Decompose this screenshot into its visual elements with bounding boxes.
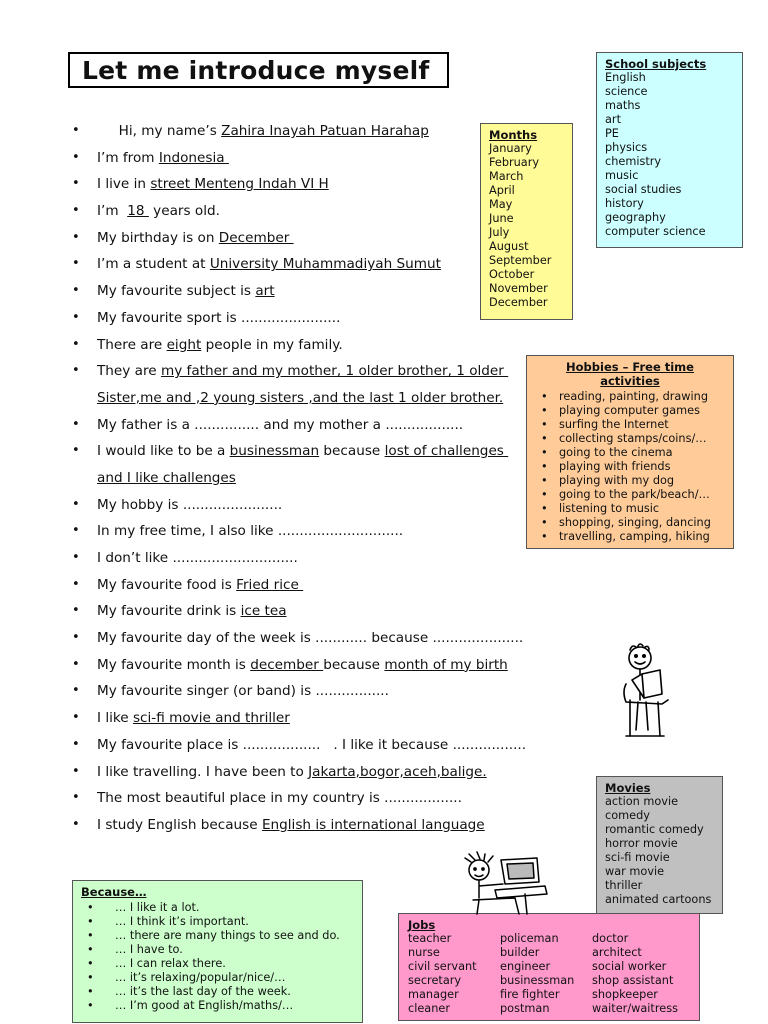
hobby-item: • surfing the Internet <box>535 418 725 432</box>
line-text: I don’t like ............................. <box>97 550 298 566</box>
page-title: Let me introduce myself <box>82 55 430 85</box>
subject-item: history <box>605 197 644 210</box>
job-item: engineer <box>500 960 551 973</box>
line-text: I like travelling. I have been to <box>97 763 309 780</box>
intro-line <box>72 652 612 679</box>
job-item: waiter/waitress <box>592 1002 678 1015</box>
movies-list <box>605 795 714 907</box>
movies-box <box>596 776 723 914</box>
line-text: They are <box>97 363 161 380</box>
bullet-icon: • <box>72 683 80 699</box>
job-item: teacher <box>408 932 452 945</box>
bullet-icon: • <box>72 790 80 806</box>
line-text: My favourite subject is <box>97 283 256 300</box>
hobby-item: • listening to music <box>535 502 725 516</box>
hobbies-box <box>526 355 734 549</box>
hobby-item: • reading, painting, drawing <box>535 390 725 404</box>
because-item: • … I like it a lot. <box>81 901 354 915</box>
bullet-icon: • <box>72 256 80 272</box>
intro-line <box>72 705 612 732</box>
movies-heading: Movies <box>605 781 651 795</box>
movie-item: sci-fi movie <box>605 851 670 864</box>
filled-answer: businessman <box>229 443 320 460</box>
filled-answer: English is international language <box>261 816 485 833</box>
months-list <box>489 142 564 310</box>
bullet-icon: • <box>72 763 80 779</box>
bullet-icon: • <box>72 736 80 752</box>
month-item: March <box>489 170 524 183</box>
bullet-icon: • <box>72 363 80 379</box>
filled-answer: Sister,me and ,2 young sisters ,and the last 1 older brother. <box>97 389 504 406</box>
job-item: doctor <box>592 932 629 945</box>
line-text: years old. <box>148 203 220 220</box>
movie-item: comedy <box>605 809 650 822</box>
movie-item: war movie <box>605 865 665 878</box>
jobs-box <box>398 913 700 1021</box>
line-text: My favourite food is <box>97 576 237 593</box>
bullet-icon: • <box>72 416 80 432</box>
line-text: My hobby is ....................... <box>97 496 283 513</box>
job-item: postman <box>500 1002 550 1015</box>
line-text: because <box>323 656 385 673</box>
because-item: • … it’s relaxing/popular/nice/… <box>81 971 354 985</box>
bullet-icon: • <box>72 176 80 192</box>
line-text: I’m from <box>97 149 159 166</box>
subject-item: science <box>605 85 648 98</box>
subject-item: music <box>605 169 639 182</box>
bullet-icon: • <box>72 496 80 512</box>
months-box <box>480 123 573 320</box>
bullet-icon: • <box>72 710 80 726</box>
because-item: • … I’m good at English/maths/… <box>81 999 354 1013</box>
bullet-icon: • <box>72 523 80 539</box>
hobbies-heading: Hobbies – Free time activities <box>566 360 694 388</box>
job-item: businessman <box>500 974 575 987</box>
filled-answer: ice tea <box>240 603 287 620</box>
bullet-icon: • <box>72 203 80 219</box>
month-item: November <box>489 282 548 295</box>
subjects-list <box>605 71 734 239</box>
line-text: My favourite sport is ....................... <box>97 309 341 326</box>
bullet-icon: • <box>72 630 80 646</box>
subject-item: maths <box>605 99 641 112</box>
movie-item: action movie <box>605 795 679 808</box>
month-item: June <box>489 212 514 225</box>
line-text: In my free time, I also like ............................. <box>97 523 404 540</box>
subject-item: social studies <box>605 183 682 196</box>
subject-item: art <box>605 113 621 126</box>
line-text: I’m a student at <box>97 256 210 273</box>
filled-answer: Zahira Inayah Patuan Harahap <box>221 123 429 139</box>
filled-answer: lost of challenges <box>384 443 509 460</box>
subject-item: chemistry <box>605 155 662 168</box>
filled-answer: University Muhammadiyah Sumut <box>209 256 441 273</box>
bullet-icon: • <box>72 816 80 832</box>
hobby-item: • playing with my dog <box>535 474 725 488</box>
subject-item: computer science <box>605 225 706 238</box>
month-item: December <box>489 296 548 309</box>
month-item: September <box>489 254 552 267</box>
because-heading: Because… <box>81 885 147 899</box>
job-item: shopkeeper <box>592 988 658 1001</box>
filled-answer: december <box>250 656 324 673</box>
line-text: My favourite drink is <box>97 603 241 620</box>
month-item: August <box>489 240 529 253</box>
job-item: social worker <box>592 960 667 973</box>
bullet-icon: • <box>72 603 80 619</box>
subjects-box <box>596 52 743 248</box>
filled-answer: my father and my mother, 1 older brother, 1 older <box>160 363 509 380</box>
movie-item: animated cartoons <box>605 893 712 906</box>
computer-kid-illustration <box>455 850 555 916</box>
line-text: I like <box>97 710 133 727</box>
intro-line <box>72 732 612 759</box>
filled-answer: Fried rice <box>236 576 304 593</box>
intro-line <box>72 678 612 705</box>
line-text: My father is a ............... and my mother a .................. <box>97 416 464 433</box>
line-text: Hi, my name’s <box>97 123 222 139</box>
bullet-icon: • <box>72 309 80 325</box>
bullet-icon: • <box>72 576 80 592</box>
line-text: The most beautiful place in my country is .................. <box>97 790 462 807</box>
line-text: because <box>319 443 385 460</box>
intro-line <box>72 598 612 625</box>
jobs-heading: Jobs <box>408 918 436 932</box>
job-item: manager <box>408 988 459 1001</box>
movie-item: thriller <box>605 879 643 892</box>
hobby-item: • travelling, camping, hiking <box>535 530 725 544</box>
because-list <box>81 901 354 1013</box>
title-box <box>68 52 449 88</box>
month-item: January <box>489 142 532 155</box>
subject-item: English <box>605 71 646 84</box>
line-text: I would like to be a <box>97 443 230 460</box>
bullet-icon: • <box>72 443 80 459</box>
job-item: cleaner <box>408 1002 450 1015</box>
subject-item: physics <box>605 141 648 154</box>
hobby-item: • going to the cinema <box>535 446 725 460</box>
bullet-icon: • <box>72 656 80 672</box>
hobby-item: • playing with friends <box>535 460 725 474</box>
line-text: My favourite place is .................. . I like it because ................. <box>97 736 527 753</box>
because-item: • … it’s the last day of the week. <box>81 985 354 999</box>
line-text: I live in <box>97 176 151 193</box>
bullet-icon: • <box>72 336 80 352</box>
job-item: policeman <box>500 932 559 945</box>
filled-answer: and I like challenges <box>97 469 236 486</box>
months-heading: Months <box>489 128 538 142</box>
bullet-icon: • <box>72 550 80 565</box>
job-item: nurse <box>408 946 440 959</box>
intro-line <box>72 572 612 599</box>
bullet-icon: • <box>72 149 80 165</box>
line-text: My favourite singer (or band) is ................. <box>97 683 389 700</box>
month-item: February <box>489 156 540 169</box>
intro-line <box>72 812 612 839</box>
bullet-icon: • <box>72 229 80 245</box>
bullet-icon: • <box>72 123 80 138</box>
month-item: July <box>489 226 510 239</box>
job-item: civil servant <box>408 960 477 973</box>
line-text: I’m <box>97 203 128 220</box>
month-item: April <box>489 184 515 197</box>
line-text: My birthday is on <box>97 229 219 246</box>
hobby-item: • collecting stamps/coins/… <box>535 432 725 446</box>
job-item: architect <box>592 946 642 959</box>
bullet-icon: • <box>72 283 80 299</box>
intro-line <box>72 625 612 652</box>
job-item: fire fighter <box>500 988 560 1001</box>
filled-answer: 18 <box>127 203 149 220</box>
because-box <box>72 880 363 1023</box>
because-item: • … I can relax there. <box>81 957 354 971</box>
month-item: October <box>489 268 535 281</box>
intro-line <box>72 759 612 786</box>
filled-answer: art <box>255 283 275 300</box>
line-text: My favourite month is <box>97 656 251 673</box>
movie-item: romantic comedy <box>605 823 704 836</box>
because-item: • … I think it’s important. <box>81 915 354 929</box>
job-item: shop assistant <box>592 974 674 987</box>
filled-answer: December <box>218 229 294 246</box>
subject-item: geography <box>605 211 666 224</box>
line-text: My favourite day of the week is ............ because ..................... <box>97 630 524 647</box>
line-text: people in my family. <box>201 336 343 353</box>
filled-answer: Indonesia <box>158 149 229 166</box>
because-item: • … I have to. <box>81 943 354 957</box>
jobs-list <box>408 932 690 1016</box>
because-item: • … there are many things to see and do. <box>81 929 354 943</box>
filled-answer: month of my birth <box>384 656 508 673</box>
hobby-item: • playing computer games <box>535 404 725 418</box>
filled-answer: sci-fi movie and thriller <box>132 710 290 727</box>
hobby-item: • going to the park/beach/… <box>535 488 725 502</box>
filled-answer: street Menteng Indah VI H <box>150 176 329 193</box>
line-text: There are <box>97 336 167 353</box>
reading-figure-illustration <box>612 640 692 746</box>
job-item: builder <box>500 946 540 959</box>
subjects-heading: School subjects <box>605 57 707 71</box>
hobby-item: • shopping, singing, dancing <box>535 516 725 530</box>
filled-answer: Jakarta,bogor,aceh,balige. <box>308 763 487 780</box>
job-item: secretary <box>408 974 462 987</box>
hobbies-list <box>535 390 725 544</box>
month-item: May <box>489 198 513 211</box>
line-text: I study English because <box>97 816 262 833</box>
movie-item: horror movie <box>605 837 678 850</box>
filled-answer: eight <box>166 336 202 353</box>
intro-line <box>72 785 612 812</box>
subject-item: PE <box>605 127 619 140</box>
intro-line <box>72 545 612 572</box>
